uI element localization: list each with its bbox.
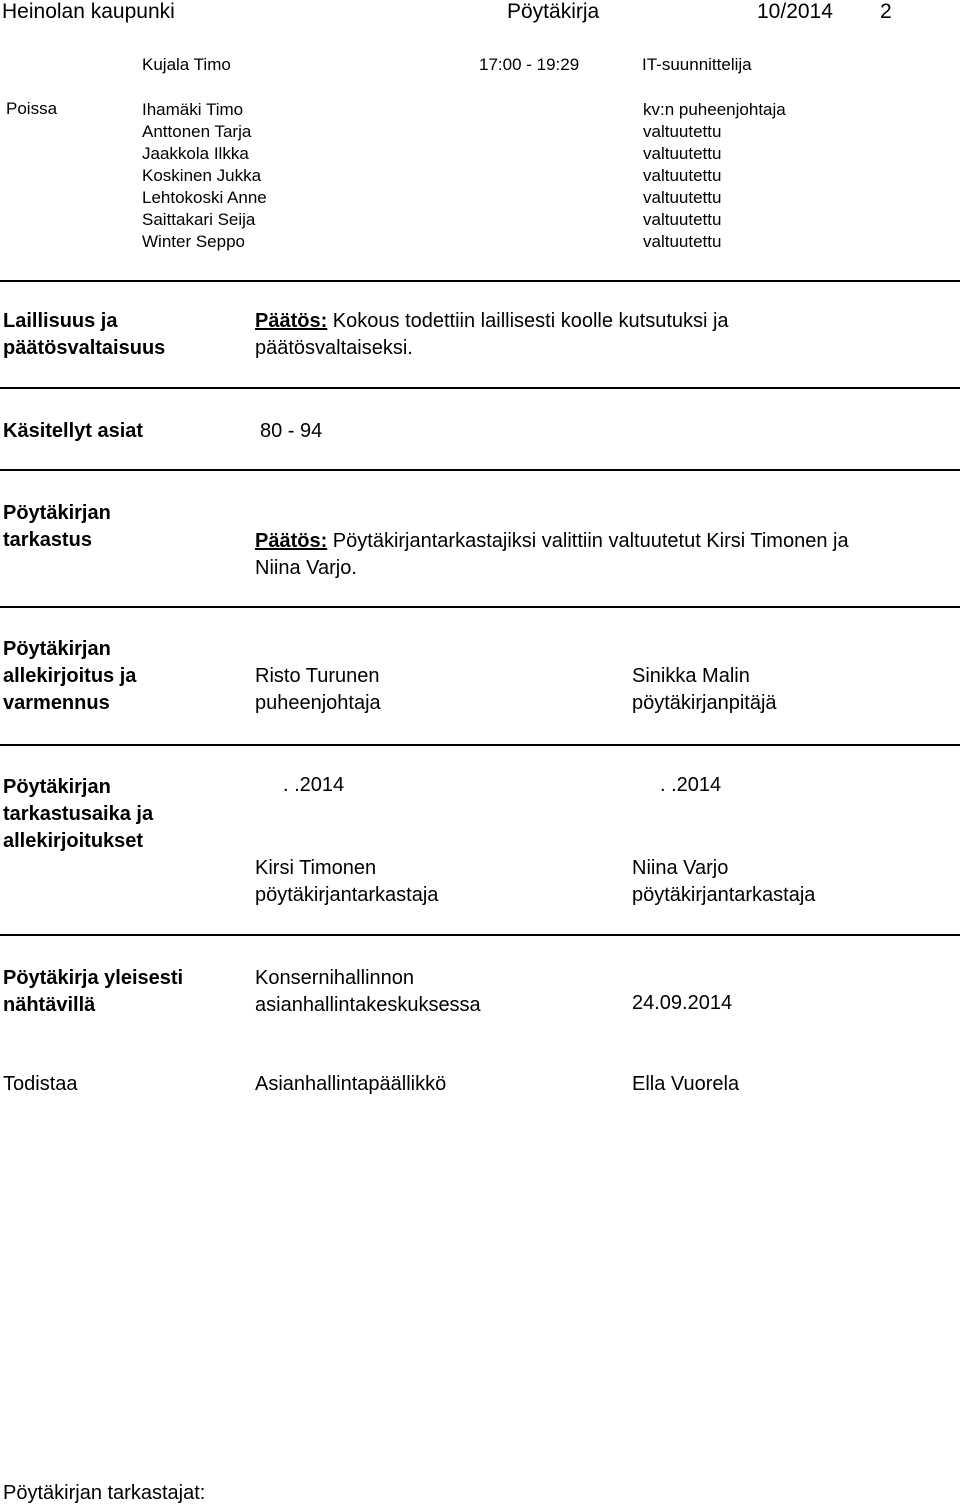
- review-time-label-line: Pöytäkirjan: [3, 776, 111, 798]
- reviewer-1: [255, 855, 438, 909]
- decision-text: Pöytäkirjantarkastajiksi valittiin valtuutetut Kirsi Timonen ja: [327, 530, 849, 552]
- review-time-label-line: allekirjoitukset: [3, 830, 144, 852]
- legality-label: [3, 308, 165, 362]
- divider: [0, 934, 960, 936]
- divider: [0, 744, 960, 746]
- legality-label-line: päätösvaltaisuus: [3, 337, 166, 359]
- legality-label-line: Laillisuus ja: [3, 310, 118, 332]
- certify-name: Ella Vuorela: [632, 1073, 740, 1095]
- public-place-line: asianhallintakeskuksessa: [255, 994, 481, 1016]
- review-date-1: . .2014: [283, 774, 345, 796]
- doc-number: 10/2014: [757, 0, 833, 23]
- absent-role: valtuutettu: [643, 122, 722, 141]
- reviewer-name: Niina Varjo: [632, 857, 729, 879]
- signer-name: Risto Turunen: [255, 665, 380, 687]
- certify-title: Asianhallintapäällikkö: [255, 1073, 447, 1095]
- decision-text: Kokous todettiin laillisesti koolle kutsutuksi ja: [327, 310, 729, 332]
- absent-role: valtuutettu: [643, 232, 722, 251]
- absent-name: Anttonen Tarja: [142, 122, 252, 141]
- handled-value: 80 - 94: [260, 420, 323, 442]
- absent-role: valtuutettu: [643, 144, 722, 163]
- divider: [0, 387, 960, 389]
- divider: [0, 469, 960, 471]
- public-place-line: Konsernihallinnon: [255, 967, 415, 989]
- absent-roles: [643, 99, 786, 253]
- certify-label: Todistaa: [3, 1073, 78, 1095]
- review-label-line: Pöytäkirjan: [3, 502, 111, 524]
- review-time-label: [3, 774, 153, 855]
- decision-label: Päätös:: [255, 310, 328, 332]
- review-label-line: tarkastus: [3, 529, 92, 551]
- public-place: [255, 965, 481, 1019]
- signer-name: Sinikka Malin: [632, 665, 750, 687]
- review-label: [3, 500, 111, 554]
- public-label-line: nähtävillä: [3, 994, 96, 1016]
- absent-name: Winter Seppo: [142, 232, 245, 251]
- signing-label-line: Pöytäkirjan: [3, 638, 111, 660]
- public-date: 24.09.2014: [632, 992, 733, 1014]
- review-date-2: . .2014: [660, 774, 722, 796]
- absent-name: Jaakkola Ilkka: [142, 144, 249, 163]
- absent-name: Lehtokoski Anne: [142, 188, 267, 207]
- absent-role: kv:n puheenjohtaja: [643, 100, 786, 119]
- absent-name: Koskinen Jukka: [142, 166, 262, 185]
- absent-label: Poissa: [6, 99, 58, 118]
- decision-text: Niina Varjo.: [255, 557, 357, 579]
- org-name: Heinolan kaupunki: [2, 0, 175, 23]
- signing-label-line: varmennus: [3, 692, 110, 714]
- divider: [0, 280, 960, 282]
- absent-role: valtuutettu: [643, 210, 722, 229]
- signing-label: [3, 636, 136, 717]
- review-decision: [255, 528, 849, 582]
- reviewer-2: [632, 855, 815, 909]
- signer-1: [255, 663, 381, 717]
- reviewer-name: Kirsi Timonen: [255, 857, 377, 879]
- signing-label-line: allekirjoitus ja: [3, 665, 137, 687]
- review-time-label-line: tarkastusaika ja: [3, 803, 154, 825]
- page-number: 2: [880, 0, 892, 23]
- handled-label: Käsitellyt asiat: [3, 420, 144, 442]
- reviewer-role: pöytäkirjantarkastaja: [632, 884, 816, 906]
- decision-label: Päätös:: [255, 530, 328, 552]
- reviewer-role: pöytäkirjantarkastaja: [255, 884, 439, 906]
- absent-name: Saittakari Seija: [142, 210, 256, 229]
- signer-2: [632, 663, 777, 717]
- absent-role: valtuutettu: [643, 188, 722, 207]
- doc-type: Pöytäkirja: [507, 0, 600, 23]
- absent-name: Ihamäki Timo: [142, 100, 244, 119]
- legality-decision: [255, 308, 729, 362]
- divider: [0, 606, 960, 608]
- public-label-line: Pöytäkirja yleisesti: [3, 967, 184, 989]
- signer-role: pöytäkirjanpitäjä: [632, 692, 777, 714]
- extra-attendee-role: IT-suunnittelija: [642, 55, 752, 74]
- footer-reviewers: Pöytäkirjan tarkastajat:: [3, 1482, 206, 1504]
- extra-attendee-time: 17:00 - 19:29: [479, 55, 580, 74]
- decision-text: päätösvaltaiseksi.: [255, 337, 413, 359]
- absent-role: valtuutettu: [643, 166, 722, 185]
- absent-names: [142, 99, 267, 253]
- extra-attendee-name: Kujala Timo: [142, 55, 231, 74]
- signer-role: puheenjohtaja: [255, 692, 381, 714]
- public-label: [3, 965, 183, 1019]
